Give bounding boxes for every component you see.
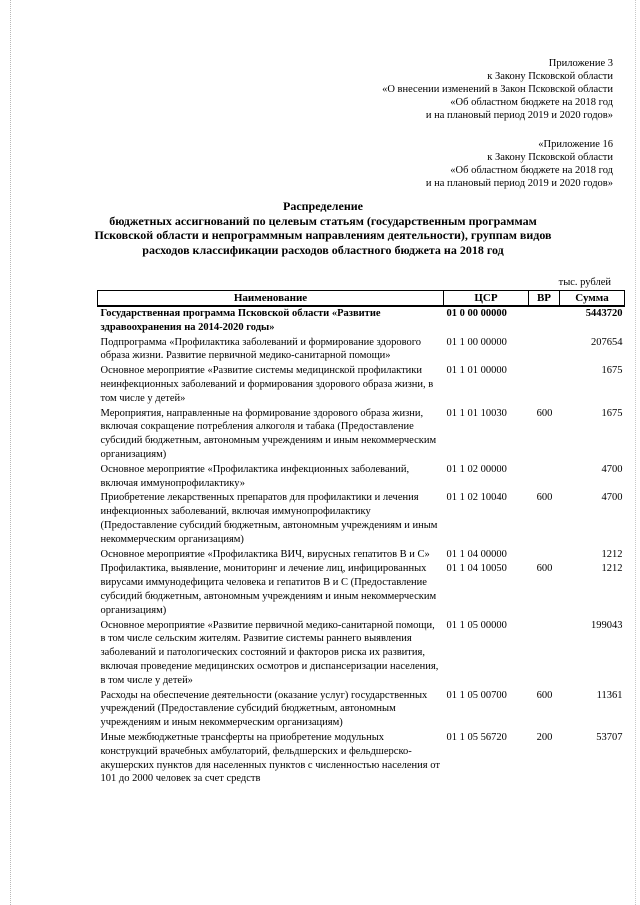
table-body [98, 306, 625, 787]
row-vr-cell [529, 619, 560, 689]
row-vr-cell: 600 [536, 492, 553, 504]
row-sum-cell: 4700 [601, 492, 623, 504]
table-row [98, 731, 625, 787]
row-csr-cell: 01 1 05 56720 [446, 731, 507, 743]
row-vr-cell: 600 [536, 563, 553, 575]
table-row [98, 407, 625, 463]
row-sum-cell: 199043 [591, 619, 623, 631]
row-name-cell: Основное мероприятие «Профилактика инфекционных заболеваний, включая иммунопрофилактику» [100, 463, 410, 489]
table-row [98, 689, 625, 731]
appendix-3-line: и на плановый период 2019 и 2020 годов» [425, 110, 613, 121]
row-name-cell: Иные межбюджетные трансферты на приобретение модульных конструкций врачебных амбулаторий, фельдшерских и фельдшерско-акушерских пунктов для населенных пунктов с численностью населения от 101 до 2000 человек за счет средств [100, 731, 440, 785]
row-vr-cell [529, 463, 560, 492]
row-csr-cell: 01 1 01 10030 [446, 407, 507, 419]
title-line: Псковской области и непрограммным направлениям деятельности), группам видов [94, 228, 552, 242]
table-row [98, 336, 625, 365]
row-name-cell: Расходы на обеспечение деятельности (оказание услуг) государственных учреждений (Предоставление субсидий бюджетным, автономным учреждениям и иным некоммерческим организациям) [100, 689, 428, 729]
table-row [98, 306, 625, 336]
title-line: бюджетных ассигнований по целевым статьям (государственным программам [109, 213, 537, 228]
row-name-cell: Мероприятия, направленные на формирование здорового образа жизни, включая сокращение потребления алкоголя и табака (Предоставление субсидий бюджетным, автономным учреждениям и иным некоммерческим организациям) [100, 407, 437, 460]
document-title [78, 199, 568, 257]
row-name-cell: Государственная программа Псковской области «Развитие здравоохранения на 2014-2020 годы» [100, 308, 381, 333]
row-sum-cell: 4700 [601, 463, 623, 475]
table-row [98, 548, 625, 563]
row-name-cell: Профилактика, выявление, мониторинг и лечение лиц, инфицированных вирусами иммунодефицита человека и гепатитов В и С (Предоставление субсидий бюджетным, автономным учреждениям и иным некоммерческим организациям) [100, 563, 437, 616]
appendix-3-line: «Об областном бюджете на 2018 год [450, 97, 613, 108]
appendix-16-line: «Приложение 16 [538, 139, 613, 150]
row-vr-cell [529, 336, 560, 365]
table-row [98, 364, 625, 406]
table-header-row [98, 291, 625, 307]
row-name-cell: Основное мероприятие «Профилактика ВИЧ, вирусных гепатитов В и С» [100, 548, 430, 560]
row-vr-cell: 200 [536, 731, 553, 743]
column-header-csr: ЦСР [444, 291, 529, 307]
row-name-cell: Основное мероприятие «Развитие первичной медико-санитарной помощи, в том числе сельским жителям. Развитие системы раннего выявления заболеваний и патологических состояний и факторов риска их развития, включая проведение медицинских осмотров и диспансеризации населения, в том числе у детей» [100, 619, 439, 686]
scan-edge-left [10, 0, 11, 905]
appendix-3-line: к Закону Псковской области [487, 71, 613, 82]
row-csr-cell: 01 1 05 00700 [446, 689, 507, 701]
row-csr-cell: 01 1 02 00000 [446, 463, 507, 475]
column-header-sum: Сумма [560, 291, 625, 307]
row-csr-cell: 01 0 00 00000 [446, 308, 507, 319]
title-line: расходов классификации расходов областного бюджета на 2018 год [142, 242, 504, 257]
title-line: Распределение [282, 199, 364, 213]
row-name-cell: Подпрограмма «Профилактика заболеваний и формирование здорового образа жизни. Развитие первичной медико-санитарной помощи» [100, 336, 422, 362]
row-vr-cell [529, 364, 560, 406]
row-sum-cell: 207654 [591, 336, 623, 348]
column-header-vr: ВР [529, 291, 560, 307]
row-sum-cell: 1212 [601, 563, 623, 575]
appendix-3-line: «О внесении изменений в Закон Псковской области [382, 84, 613, 95]
row-csr-cell: 01 1 01 00000 [446, 365, 507, 377]
table-row [98, 562, 625, 618]
appendix-16-line: «Об областном бюджете на 2018 год [450, 165, 613, 176]
appendix-3-header [382, 57, 613, 122]
table-row [98, 619, 625, 689]
appendix-16-line: к Закону Псковской области [487, 152, 613, 163]
row-vr-cell: 600 [536, 407, 553, 419]
units-label: тыс. рублей [558, 277, 611, 288]
row-csr-cell: 01 1 02 10040 [446, 492, 507, 504]
table-row [98, 491, 625, 547]
appendix-16-line: и на плановый период 2019 и 2020 годов» [425, 178, 613, 189]
row-sum-cell: 1675 [601, 407, 623, 419]
row-sum-cell: 11361 [596, 689, 623, 701]
scan-edge-right [635, 0, 636, 905]
row-csr-cell: 01 1 04 10050 [446, 563, 507, 575]
row-vr-cell [529, 548, 560, 563]
row-csr-cell: 01 1 00 00000 [446, 336, 507, 348]
row-sum-cell: 1675 [601, 365, 623, 377]
row-csr-cell: 01 1 04 00000 [446, 548, 507, 560]
appendix-16-header [426, 138, 613, 190]
column-header-name: Наименование [98, 291, 444, 307]
row-sum-cell: 5443720 [585, 308, 623, 319]
row-vr-cell: 600 [536, 689, 553, 701]
row-sum-cell: 1212 [601, 548, 623, 560]
table-row [98, 463, 625, 492]
row-name-cell: Приобретение лекарственных препаратов для профилактики и лечения инфекционных заболеваний, включая иммунопрофилактику (Предоставление субсидий бюджетным, автономным учреждениям и иным некоммерческим организациям) [100, 492, 438, 545]
row-csr-cell: 01 1 05 00000 [446, 619, 507, 631]
row-name-cell: Основное мероприятие «Развитие системы медицинской профилактики неинфекционных заболеваний и формирования здорового образа жизни, в том числе у детей» [100, 365, 434, 404]
budget-table [97, 290, 625, 787]
row-vr-cell [529, 306, 560, 336]
appendix-3-line: Приложение 3 [548, 58, 613, 69]
row-sum-cell: 53707 [596, 731, 623, 743]
